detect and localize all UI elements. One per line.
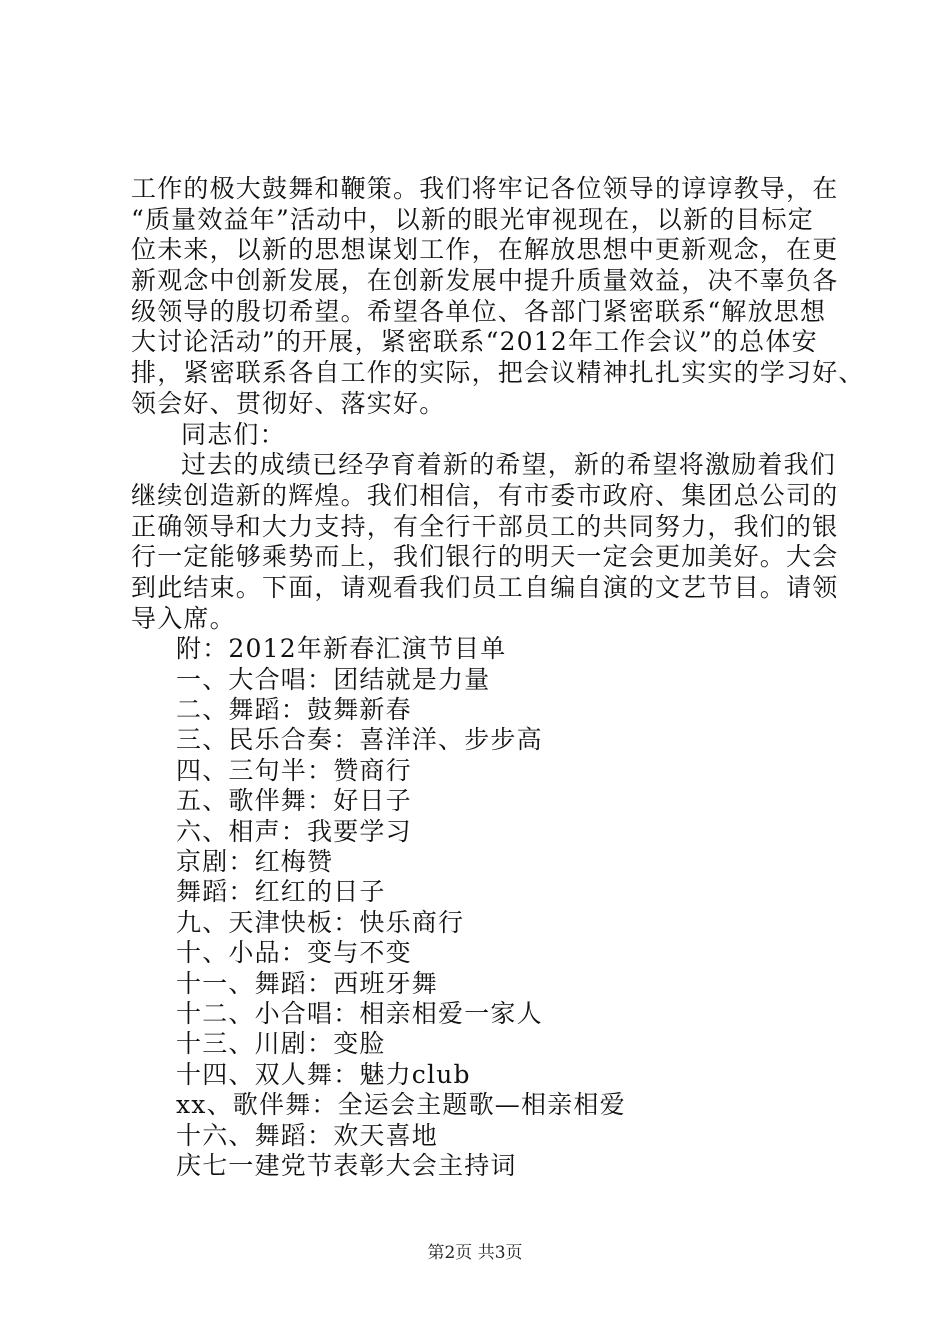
text-line: 位未来，以新的思想谋划工作，在解放思想中更新观念，在更 — [131, 235, 839, 265]
program-item: 二、舞蹈：鼓舞新春 — [176, 695, 412, 725]
text-line: 到此结束。下面，请观看我们员工自编自演的文艺节目。请领 — [131, 572, 839, 602]
program-item: 十、小品：变与不变 — [176, 938, 412, 968]
program-title: 附：2012年新春汇演节目单 — [176, 634, 507, 664]
program-item: 十三、川剧：变脸 — [176, 1029, 386, 1059]
program-item: 三、民乐合奏：喜洋洋、步步高 — [176, 725, 543, 755]
text-line: 领会好、贯彻好、落实好。 — [131, 388, 446, 418]
text-line: 继续创造新的辉煌。我们相信，有市委市政府、集团总公司的 — [131, 480, 839, 510]
salutation: 同志们： — [181, 419, 286, 449]
program-item: 五、歌伴舞：好日子 — [176, 786, 412, 816]
program-list — [131, 634, 831, 1181]
program-item: 十一、舞蹈：西班牙舞 — [176, 968, 439, 998]
program-item: 十二、小合唱：相亲相爱一家人 — [176, 999, 543, 1028]
program-item: 十四、双人舞：魅力club — [176, 1059, 471, 1089]
program-item: 舞蹈：红红的日子 — [176, 877, 386, 907]
page-footer: 第2页 共3页 — [427, 1243, 523, 1263]
text-line: 正确领导和大力支持，有全行干部员工的共同努力，我们的银 — [131, 511, 839, 541]
text-line: 工作的极大鼓舞和鞭策。我们将牢记各位领导的谆谆教导，在 — [131, 174, 839, 203]
text-line: 级领导的殷切希望。希望各单位、各部门紧密联系“解放思想 — [131, 296, 827, 326]
program-item: 京剧：红梅赞 — [176, 847, 334, 877]
text-line: 排，紧密联系各自工作的实际，把会议精神扎扎实实的学习好、 — [131, 358, 865, 388]
program-item: 十六、舞蹈：欢天喜地 — [176, 1120, 439, 1150]
program-item: 四、三句半：赞商行 — [176, 755, 412, 785]
text-line: “质量效益年”活动中，以新的眼光审视现在，以新的目标定 — [131, 204, 814, 234]
text-line: 新观念中创新发展，在创新发展中提升质量效益，决不辜负各 — [131, 266, 839, 296]
program-item: 一、大合唱：团结就是力量 — [176, 664, 491, 694]
next-section-title: 庆七一建党节表彰大会主持词 — [176, 1150, 517, 1180]
program-item: xx、歌伴舞：全运会主题歌—相亲相爱 — [176, 1090, 626, 1120]
program-item: 六、相声：我要学习 — [176, 816, 412, 846]
text-line: 导入席。 — [131, 603, 236, 633]
text-line: 大讨论活动”的开展，紧密联系“2012年工作会议”的总体安 — [131, 327, 818, 357]
text-line: 行一定能够乘势而上，我们银行的明天一定会更加美好。大会 — [131, 542, 839, 572]
text-line: 过去的成绩已经孕育着新的希望，新的希望将激励着我们 — [181, 450, 837, 480]
paragraph-2 — [131, 450, 839, 634]
document-body — [131, 174, 865, 1181]
paragraph-1 — [131, 174, 865, 420]
program-item: 九、天津快板：快乐商行 — [176, 907, 465, 937]
